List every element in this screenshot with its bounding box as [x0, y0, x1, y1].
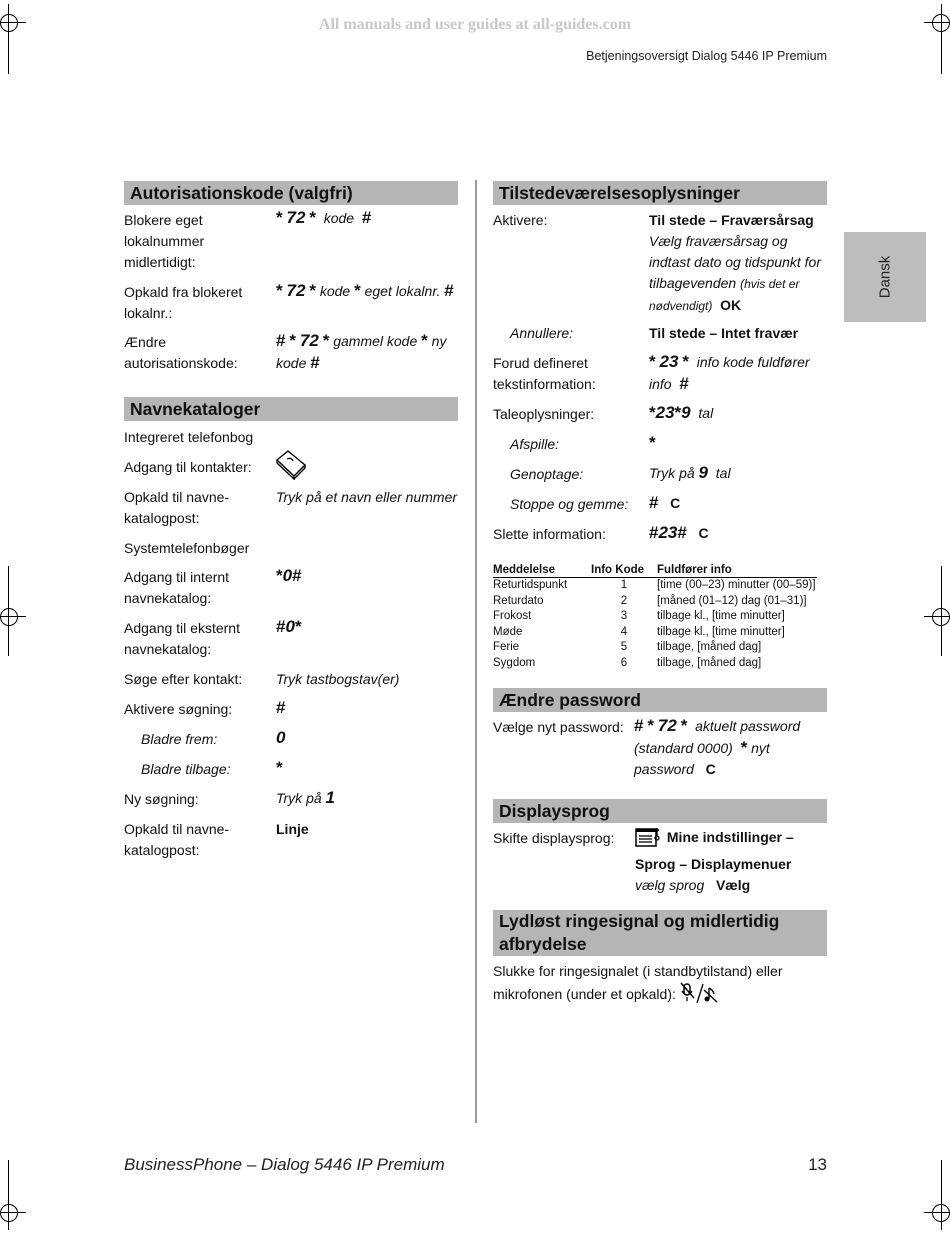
table-cell: 3	[620, 610, 628, 622]
code-digits: 23	[655, 403, 675, 422]
crop-mark-top-left	[0, 4, 26, 74]
table-row	[493, 578, 817, 594]
table-row	[493, 609, 817, 625]
table-cell: 6	[620, 656, 628, 669]
activate-search-label: Aktivere søgning:	[124, 701, 233, 717]
hash-key-icon: #	[649, 493, 659, 512]
table-row	[493, 625, 817, 641]
access-contacts-label: Adgang til kontakter:	[124, 459, 252, 475]
code-digits: 72	[299, 331, 319, 350]
stop-save-value	[649, 492, 680, 514]
hash-key-icon: #	[310, 353, 320, 372]
table-cell: [time (00–23) minutter (00–59)]	[657, 579, 816, 591]
table-cell: Returdato	[493, 594, 544, 607]
search-contact-value: Tryk tastbogstav(er)	[276, 671, 400, 687]
code-digits: 72	[286, 281, 306, 300]
table-cell: tilbage kl., [time minutter]	[657, 625, 785, 638]
table-cell: 5	[620, 641, 628, 653]
display-language-label: Skifte displaysprog:	[493, 830, 615, 846]
code-digits: 0	[282, 566, 293, 585]
table-cell: Ferie	[493, 641, 520, 653]
external-directory-value	[276, 616, 302, 638]
press-text: Tryk på	[649, 465, 695, 481]
running-header: Betjeningsoversigt Dialog 5446 IP Premium	[586, 49, 827, 63]
code-digits: 72	[657, 716, 677, 735]
table-cell: Frokost	[493, 610, 532, 622]
language-tab-label: Dansk	[876, 255, 894, 299]
hash-key-icon: #	[649, 523, 659, 542]
section-header-password: Ændre password	[493, 688, 827, 712]
star-key-icon: *	[674, 403, 682, 422]
hash-key-icon: #	[276, 617, 286, 636]
column-divider	[475, 180, 477, 1123]
star-key-icon: *	[276, 281, 283, 300]
info-code-table	[493, 562, 817, 671]
star-key-icon: *	[647, 716, 654, 735]
contacts-book-icon	[274, 448, 308, 486]
auth-change-label: Ændre autorisationskode:	[124, 334, 238, 371]
table-cell: Sygdom	[493, 656, 536, 669]
new-password-value	[634, 715, 830, 780]
presence-instruction: Vælg fraværsårsag og indtast dato og tidspunkt for tilbagevenden	[649, 233, 821, 291]
section-header-silent-ring: Lydløst ringesignal og midlertidig afbrydelse	[493, 910, 827, 956]
search-contact-label: Søge efter kontakt:	[124, 671, 243, 687]
auth-block-label: Blokere eget lokalnummer midlertidigt:	[124, 212, 205, 270]
display-language-value	[635, 826, 825, 896]
key-digit: 9	[681, 403, 691, 422]
presence-activate-label: Aktivere:	[493, 212, 548, 228]
code-digits: 23	[658, 523, 678, 542]
clear-key: C	[705, 761, 716, 777]
star-key-icon: *	[276, 208, 283, 227]
table-cell: tilbage kl., [time minutter]	[657, 610, 785, 622]
presence-activate-value	[649, 210, 831, 317]
old-code-placeholder: gammel kode	[333, 333, 418, 349]
subheading-integrated-phonebook: Integreret telefonbog	[124, 429, 254, 445]
table-cell: 1	[620, 579, 628, 591]
extension-placeholder: eget lokalnr.	[364, 283, 441, 299]
predefined-info-label: Forud defineret tekstinformation:	[493, 355, 596, 392]
silent-ring-description: Slukke for ringesignalet (i standbytilstand) eller mikrofonen (under et opkald):	[493, 963, 783, 1002]
table-cell: 2	[620, 594, 628, 607]
language-tab	[844, 232, 926, 322]
star-key-icon: *	[309, 208, 316, 227]
star-key-icon: *	[649, 403, 656, 422]
select-softkey: Vælg	[715, 877, 751, 893]
star-key-icon: *	[276, 758, 283, 777]
column-header: Meddelelse	[493, 562, 591, 578]
section-header-presence: Tilstedeværelsesoplysninger	[493, 181, 827, 205]
call-entry-value: Tryk på et navn eller nummer	[276, 489, 458, 505]
mute-icon	[680, 982, 720, 1010]
subheading-system-phonebooks: Systemtelefonbøger	[124, 540, 250, 556]
scroll-forward-value: 0	[276, 728, 286, 747]
play-label: Afspille:	[510, 436, 560, 452]
info-code-placeholder: info kode	[696, 354, 754, 370]
silent-ring-text	[493, 961, 803, 1010]
voice-info-value	[649, 402, 713, 424]
rerecord-label: Genoptage:	[510, 466, 584, 482]
hash-key-icon: #	[292, 566, 302, 585]
hash-key-icon: #	[276, 331, 286, 350]
table-row	[493, 656, 817, 672]
external-directory-label: Adgang til eksternt navnekatalog:	[124, 620, 240, 657]
press-text: Tryk på	[276, 790, 322, 806]
column-header: Fuldfører info	[657, 562, 817, 578]
complete-info-placeholder: fuldfører info	[649, 354, 810, 392]
table-cell: [måned (01–12) dag (01–31)]	[657, 594, 807, 607]
key-digit: 9	[698, 463, 708, 482]
auth-call-value	[276, 280, 456, 302]
star-key-icon: *	[354, 281, 361, 300]
line-key-value: Linje	[276, 821, 309, 837]
new-search-label: Ny søgning:	[124, 791, 199, 807]
scroll-back-label: Bladre tilbage:	[141, 761, 231, 777]
scroll-forward-label: Bladre frem:	[141, 731, 218, 747]
hash-key-icon: #	[276, 698, 286, 717]
clear-key: C	[698, 525, 709, 541]
key-digit: 1	[325, 788, 335, 807]
call-entry-label: Opkald til navne-katalogpost:	[124, 489, 230, 526]
table-row	[493, 594, 817, 610]
section-header-display-language: Displaysprog	[493, 799, 827, 823]
star-key-icon: *	[682, 352, 689, 371]
voice-info-label: Taleoplysninger:	[493, 406, 595, 422]
presence-cancel-label: Annullere:	[510, 325, 574, 341]
star-key-icon: *	[322, 331, 330, 350]
internal-directory-value	[276, 565, 302, 587]
code-placeholder: kode	[323, 210, 355, 226]
speak-placeholder: tal	[715, 465, 731, 481]
call-entry2-label: Opkald til navne-katalogpost:	[124, 821, 230, 858]
predefined-info-value	[649, 351, 831, 395]
table-header-row	[493, 562, 817, 578]
section-header-directories: Navnekataloger	[124, 397, 458, 421]
menu-icon	[635, 826, 663, 854]
star-key-icon: *	[421, 331, 428, 350]
new-search-value	[276, 787, 335, 809]
new-code-placeholder: ny kode	[276, 333, 447, 371]
hash-key-icon: #	[677, 523, 687, 542]
auth-block-value	[276, 207, 456, 229]
star-key-icon: *	[294, 617, 302, 636]
presence-note: (hvis det er nødvendigt)	[649, 277, 800, 313]
current-password-placeholder: aktuelt password (standard 0000)	[634, 718, 801, 756]
code-placeholder: kode	[319, 283, 351, 299]
section-header-auth: Autorisationskode (valgfri)	[124, 181, 458, 205]
presence-menu-path: Til stede – Fraværsårsag	[649, 212, 814, 228]
menu-path: Mine indstillinger – Sprog – Displaymenuer	[635, 829, 794, 872]
column-header: Info Kode	[591, 562, 657, 578]
delete-info-label: Slette information:	[493, 526, 606, 542]
delete-info-value	[649, 522, 709, 544]
new-password-placeholder: nyt password	[634, 740, 770, 777]
table-cell: Returtidspunkt	[493, 579, 568, 591]
star-key-icon: *	[649, 433, 656, 452]
hash-key-icon: #	[679, 374, 689, 393]
hash-key-icon: #	[444, 281, 454, 300]
footer-title: BusinessPhone – Dialog 5446 IP Premium	[124, 1155, 445, 1174]
select-language-instruction: vælg sprog	[635, 877, 705, 893]
crop-mark-mid-right	[924, 566, 950, 656]
table-cell: tilbage, [måned dag]	[657, 641, 762, 653]
auth-change-value	[276, 330, 456, 374]
code-digits: 72	[286, 208, 306, 227]
auth-call-label: Opkald fra blokeret lokalnr.:	[124, 284, 243, 321]
crop-mark-top-right	[924, 4, 950, 74]
table-cell: 4	[620, 625, 628, 638]
star-key-icon: *	[276, 566, 283, 585]
internal-directory-label: Adgang til internt navnekatalog:	[124, 569, 230, 606]
rerecord-value	[649, 462, 731, 484]
ok-softkey: OK	[720, 297, 742, 313]
hash-key-icon: #	[361, 208, 372, 227]
code-digits: 23	[659, 352, 679, 371]
stop-save-label: Stoppe og gemme:	[510, 496, 629, 512]
star-key-icon: *	[649, 352, 656, 371]
crop-mark-bottom-right	[924, 1160, 950, 1230]
star-key-icon: *	[289, 331, 296, 350]
star-key-icon: *	[680, 716, 688, 735]
presence-cancel-value: Til stede – Intet fravær	[649, 325, 799, 341]
new-password-label: Vælge nyt password:	[493, 719, 624, 735]
hash-key-icon: #	[634, 716, 644, 735]
star-key-icon: *	[309, 281, 316, 300]
watermark: All manuals and user guides at all-guides.com	[318, 16, 632, 33]
speak-placeholder: tal	[698, 405, 714, 421]
star-key-icon: *	[740, 738, 748, 757]
table-cell: Møde	[493, 625, 523, 638]
page-number: 13	[808, 1155, 827, 1174]
table-row	[493, 640, 817, 656]
code-digits: 0	[285, 617, 295, 636]
crop-mark-bottom-left	[0, 1160, 26, 1230]
crop-mark-mid-left	[0, 566, 26, 656]
table-cell: tilbage, [måned dag]	[657, 656, 762, 669]
clear-key: C	[670, 495, 681, 511]
